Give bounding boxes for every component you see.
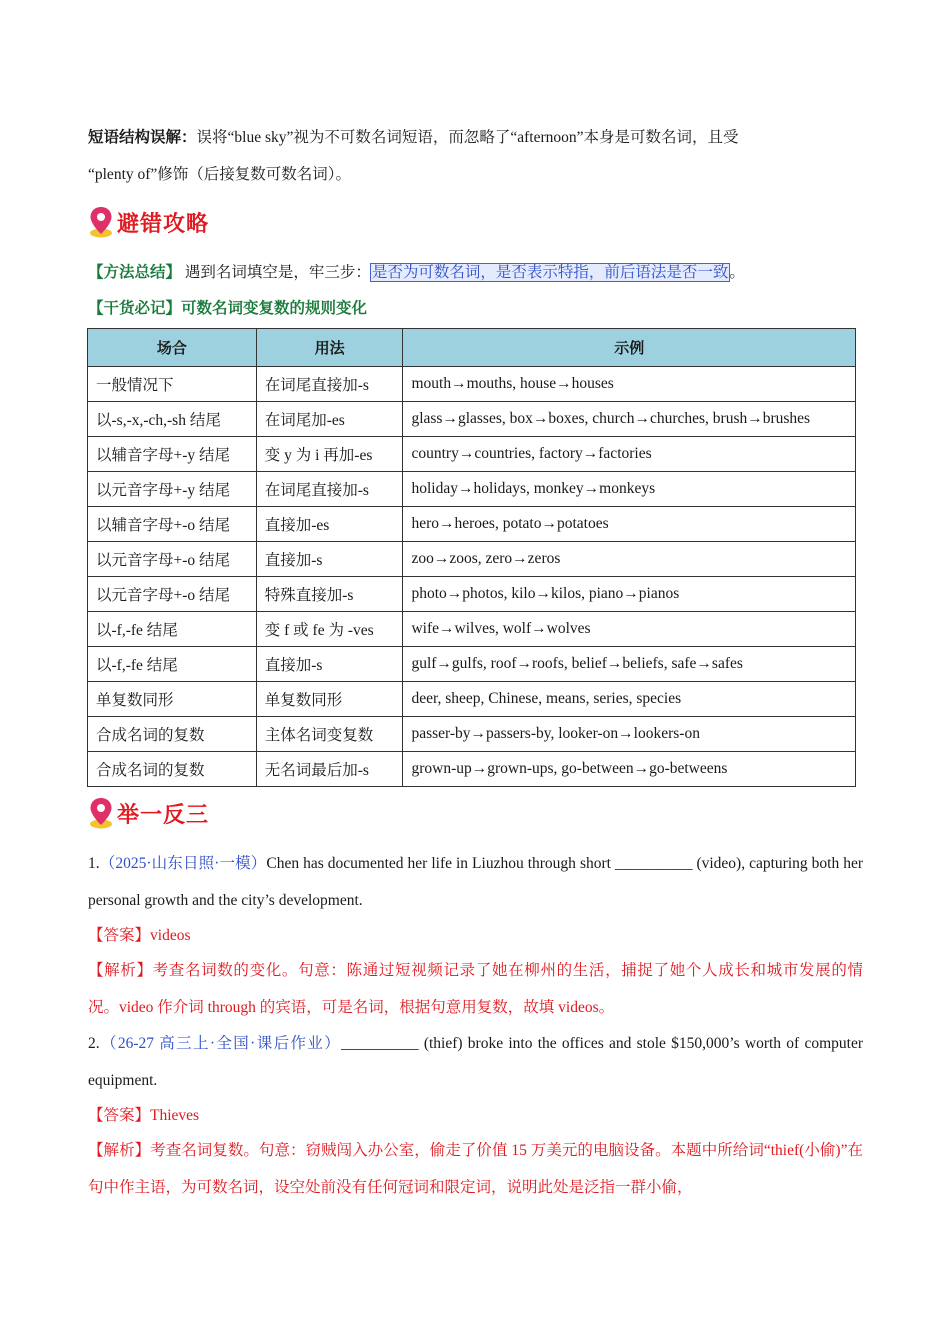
question-number: 2. bbox=[88, 1035, 100, 1052]
intro-label: 短语结构误解： bbox=[88, 129, 197, 146]
table-row bbox=[88, 402, 856, 437]
table-row bbox=[88, 752, 856, 787]
analysis-text: 考查名词复数。句意：窃贼闯入办公室，偷走了价值 15 万美元的电脑设备。本题中所给词“thief(小偷)”在句中作主语，为可数名词，设空处前没有任何冠词和限定词，说明此处是泛指一群小偷， bbox=[88, 1142, 863, 1196]
table-row bbox=[88, 507, 856, 542]
section-heading-avoid-errors bbox=[88, 205, 209, 239]
answer-label: 【答案】 bbox=[88, 1107, 151, 1124]
table-row bbox=[88, 577, 856, 612]
table-row bbox=[88, 717, 856, 752]
cell-example: country→countries, factory→factories bbox=[403, 437, 856, 472]
cell-occasion: 以辅音字母+-o 结尾 bbox=[88, 507, 257, 542]
method-label: 【方法总结】 bbox=[88, 264, 182, 281]
cell-usage: 特殊直接加-s bbox=[256, 577, 403, 612]
question-2 bbox=[88, 1025, 863, 1099]
question-1 bbox=[88, 845, 863, 919]
section-heading-practice bbox=[88, 796, 209, 830]
cell-usage: 主体名词变复数 bbox=[256, 717, 403, 752]
cell-usage: 单复数同形 bbox=[256, 682, 403, 717]
question-text: Chen has documented her life in Liuzhou through short __________ (video), capturing both her personal growth and the city’s development. bbox=[88, 855, 863, 909]
question-text: __________ (thief) broke into the offices and stole $150,000’s worth of computer equipment. bbox=[88, 1035, 863, 1089]
intro-line-1 bbox=[88, 128, 739, 148]
analysis-label: 【解析】 bbox=[88, 962, 153, 979]
cell-example: deer, sheep, Chinese, means, series, species bbox=[403, 682, 856, 717]
cell-occasion: 一般情况下 bbox=[88, 367, 257, 402]
header-usage: 用法 bbox=[256, 329, 403, 367]
table-row bbox=[88, 472, 856, 507]
cell-example: gulf→gulfs, roof→roofs, belief→beliefs, safe→safes bbox=[403, 647, 856, 682]
answer-value: Thieves bbox=[150, 1107, 200, 1124]
header-occasion: 场合 bbox=[88, 329, 257, 367]
section-title: 避错攻略 bbox=[117, 211, 210, 237]
answer-label: 【答案】 bbox=[88, 927, 151, 944]
cell-example: zoo→zoos, zero→zeros bbox=[403, 542, 856, 577]
cell-usage: 无名词最后加-s bbox=[256, 752, 403, 787]
cell-usage: 直接加-es bbox=[256, 507, 403, 542]
method-end: 。 bbox=[729, 264, 745, 281]
header-example: 示例 bbox=[403, 329, 856, 367]
cell-example: glass→glasses, box→boxes, church→churches, brush→brushes bbox=[403, 402, 856, 437]
method-summary bbox=[88, 263, 745, 283]
table-row bbox=[88, 542, 856, 577]
cell-occasion: 以元音字母+-o 结尾 bbox=[88, 577, 257, 612]
cell-example: wife→wilves, wolf→wolves bbox=[403, 612, 856, 647]
plural-rules-table bbox=[87, 328, 856, 787]
analysis-label: 【解析】 bbox=[88, 1142, 151, 1159]
question-source: （2025·山东日照·一模） bbox=[99, 855, 267, 872]
answer-2 bbox=[88, 1097, 863, 1134]
cell-occasion: 以-s,-x,-ch,-sh 结尾 bbox=[88, 402, 257, 437]
cell-occasion: 以-f,-fe 结尾 bbox=[88, 647, 257, 682]
question-source: （26-27 高三上·全国·课后作业） bbox=[99, 1035, 342, 1052]
cell-occasion: 合成名词的复数 bbox=[88, 752, 257, 787]
tip-line bbox=[88, 299, 367, 319]
table-row bbox=[88, 367, 856, 402]
intro-line-2 bbox=[88, 165, 351, 185]
cell-example: mouth→mouths, house→houses bbox=[403, 367, 856, 402]
location-pin-icon bbox=[88, 796, 114, 830]
cell-usage: 在词尾加-es bbox=[256, 402, 403, 437]
cell-usage: 在词尾直接加-s bbox=[256, 367, 403, 402]
question-number: 1. bbox=[88, 855, 100, 872]
cell-example: passer-by→passers-by, looker-on→lookers-on bbox=[403, 717, 856, 752]
cell-occasion: 以-f,-fe 结尾 bbox=[88, 612, 257, 647]
cell-occasion: 以元音字母+-o 结尾 bbox=[88, 542, 257, 577]
table-row bbox=[88, 682, 856, 717]
analysis-1 bbox=[88, 952, 863, 1026]
cell-example: hero→heroes, potato→potatoes bbox=[403, 507, 856, 542]
answer-1 bbox=[88, 917, 863, 954]
cell-occasion: 以元音字母+-y 结尾 bbox=[88, 472, 257, 507]
table-row bbox=[88, 647, 856, 682]
cell-usage: 直接加-s bbox=[256, 542, 403, 577]
method-text: 遇到名词填空是，牢三步： bbox=[184, 264, 371, 281]
location-pin-icon bbox=[88, 205, 114, 239]
answer-value: videos bbox=[150, 927, 191, 944]
analysis-text: 考查名词数的变化。句意：陈通过短视频记录了她在柳州的生活，捕捉了她个人成长和城市发展的情况。video 作介词 through 的宾语，可是名词，根据句意用复数，故填 videos。 bbox=[88, 962, 863, 1016]
cell-usage: 直接加-s bbox=[256, 647, 403, 682]
intro-text-1: 误将“blue sky”视为不可数名词短语，而忽略了“afternoon”本身是可数名词，且受 bbox=[196, 129, 739, 146]
cell-occasion: 单复数同形 bbox=[88, 682, 257, 717]
cell-usage: 变 f 或 fe 为 -ves bbox=[256, 612, 403, 647]
cell-occasion: 合成名词的复数 bbox=[88, 717, 257, 752]
method-highlight: 是否为可数名词，是否表示特指，前后语法是否一致 bbox=[371, 264, 729, 281]
cell-example: photo→photos, kilo→kilos, piano→pianos bbox=[403, 577, 856, 612]
cell-usage: 在词尾直接加-s bbox=[256, 472, 403, 507]
cell-usage: 变 y 为 i 再加-es bbox=[256, 437, 403, 472]
table-row bbox=[88, 612, 856, 647]
analysis-2 bbox=[88, 1132, 863, 1206]
cell-occasion: 以辅音字母+-y 结尾 bbox=[88, 437, 257, 472]
table-header-row bbox=[88, 329, 856, 367]
section-title: 举一反三 bbox=[117, 802, 210, 828]
intro-text-2: “plenty of”修饰（后接复数可数名词）。 bbox=[88, 166, 352, 183]
tip-label: 【干货必记】可数名词变复数的规则变化 bbox=[88, 300, 368, 317]
table-row bbox=[88, 437, 856, 472]
cell-example: grown-up→grown-ups, go-between→go-betweens bbox=[403, 752, 856, 787]
cell-example: holiday→holidays, monkey→monkeys bbox=[403, 472, 856, 507]
